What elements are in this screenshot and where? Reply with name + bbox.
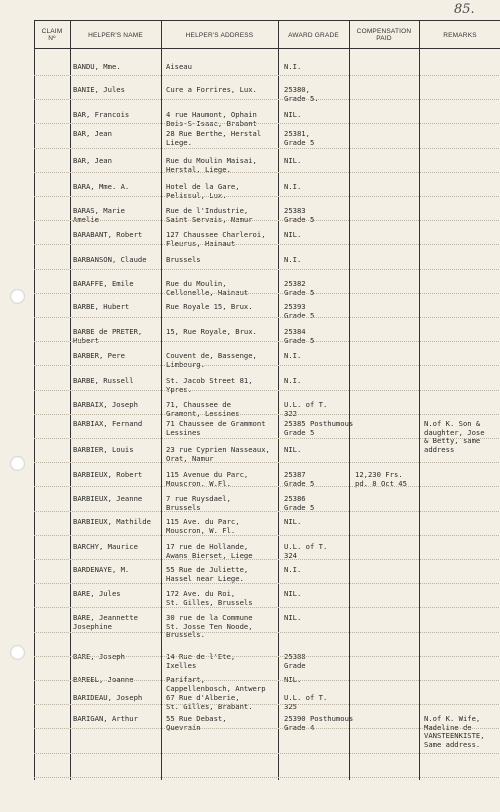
award-grade-text: Grade 5 <box>284 214 315 224</box>
ruled-line <box>34 777 500 778</box>
remarks-text: daughter, Jose <box>424 427 485 437</box>
helper-name-cell <box>73 653 161 662</box>
helper-address-cell <box>166 566 276 583</box>
ruled-line <box>34 317 500 318</box>
helper-address-text: Quevrain <box>166 722 201 732</box>
award-grade-text: N.I. <box>284 351 302 360</box>
helper-address-text: 55 Rue Debast, <box>166 714 227 723</box>
helper-name-text: Josephine <box>73 621 112 631</box>
helper-name-cell <box>73 566 161 575</box>
ruled-line <box>34 293 500 294</box>
helper-address-text: 127 Chaussee Charleroi, <box>166 230 266 239</box>
award-grade-text: Grade 5 <box>284 137 315 147</box>
ruled-line <box>34 656 500 657</box>
ruled-line <box>34 148 500 149</box>
award-grade-cell <box>284 614 347 623</box>
award-grade-text: Grade 5 <box>284 478 315 488</box>
helper-name-cell <box>73 614 161 631</box>
helper-address-text: 71, Chaussee de <box>166 400 231 409</box>
column-divider <box>349 20 350 780</box>
helper-name-cell <box>73 495 161 504</box>
ruled-line <box>34 486 500 487</box>
punch-hole <box>10 645 25 660</box>
award-grade-text: NIL. <box>284 156 302 165</box>
helper-name-cell <box>73 543 161 552</box>
award-grade-text: NIL. <box>284 589 302 598</box>
helper-name-text: BANDU, Mme. <box>73 62 121 71</box>
helper-address-text: 17 rue de Hollande, <box>166 542 249 551</box>
helper-name-cell <box>73 256 161 265</box>
award-grade-text: 25384 <box>284 327 306 336</box>
ruled-line <box>34 607 500 608</box>
helper-address-cell <box>166 183 276 200</box>
helper-name-cell <box>73 63 161 72</box>
helper-address-text: Herstal, Liege. <box>166 164 231 174</box>
punch-hole <box>10 456 25 471</box>
compensation-paid-text: pd. 8 Oct 45 <box>355 478 407 488</box>
helper-address-text: Mouscron, W.Fl. <box>166 478 231 488</box>
helper-address-text: 30 rue de la Commune <box>166 613 253 622</box>
helper-address-text: 4 rue Haumont, Ophain <box>166 110 257 119</box>
helper-address-text: Brussels. <box>166 630 205 640</box>
punch-hole <box>10 289 25 304</box>
ruled-line <box>34 172 500 173</box>
helper-address-cell <box>166 303 276 312</box>
helper-name-cell <box>73 352 161 361</box>
award-grade-cell <box>284 328 347 345</box>
helper-address-text: 15, Rue Royale, Brux. <box>166 327 257 336</box>
award-grade-text: NIL. <box>284 230 302 239</box>
helper-address-cell <box>166 63 276 72</box>
helper-address-cell <box>166 614 276 640</box>
helper-address-cell <box>166 280 276 297</box>
header-helper-address: HELPER'S ADDRESS <box>185 31 254 39</box>
award-grade-cell <box>284 446 347 455</box>
helper-address-text: Rue du Moulin, <box>166 279 227 288</box>
remarks-text: VANSTEENKISTE, <box>424 731 485 741</box>
column-divider <box>70 20 71 780</box>
award-grade-text: NIL. <box>284 613 302 622</box>
ruled-line <box>34 728 500 729</box>
helper-name-text: Hubert <box>73 335 99 345</box>
helper-name-cell <box>73 183 161 192</box>
header-compensation-paid: COMPENSATION PAID <box>356 28 412 42</box>
award-grade-text: U.L. of T. <box>284 693 328 702</box>
column-divider <box>278 20 279 780</box>
helper-name-text: BARBIAX, Fernand <box>73 419 143 428</box>
helper-name-cell <box>73 446 161 455</box>
helper-address-cell <box>166 420 276 437</box>
award-grade-text: N.I. <box>284 565 302 574</box>
award-grade-text: NIL. <box>284 445 302 454</box>
helper-address-text: Awans Bierset, Liege <box>166 550 253 560</box>
ruled-line <box>34 390 500 391</box>
award-grade-text: NIL. <box>284 517 302 526</box>
award-grade-text: Grade 4 <box>284 722 315 732</box>
helper-name-cell <box>73 377 161 386</box>
helper-address-text: Hotel de la Gare, <box>166 182 240 191</box>
helper-name-text: BARBIEUX, Robert <box>73 470 143 479</box>
helper-name-text: BARBANSON, Claude <box>73 255 147 264</box>
helper-address-text: Couvent de, Bassenge, <box>166 351 257 360</box>
award-grade-cell <box>284 86 347 103</box>
helper-address-text: Cure a Forrires, Lux. <box>166 85 257 94</box>
helper-name-text: BAR, Jean <box>73 156 112 165</box>
ruled-line <box>34 220 500 221</box>
helper-address-text: Gramont, Lessines <box>166 408 240 418</box>
helper-address-text: Saint Servais, Namur <box>166 214 253 224</box>
helper-name-cell <box>73 111 161 120</box>
award-grade-cell <box>284 280 347 297</box>
helper-address-cell <box>166 715 276 732</box>
award-grade-text: NIL. <box>284 110 302 119</box>
helper-address-text: 115 Avenue du Parc, <box>166 470 249 479</box>
award-grade-text: Grade 5 <box>284 335 315 345</box>
header-award-grade: AWARD GRADE <box>288 31 339 39</box>
helper-address-text: Lessines <box>166 427 201 437</box>
helper-address-cell <box>166 86 276 95</box>
helper-address-cell <box>166 328 276 337</box>
helper-name-cell <box>73 518 161 527</box>
award-grade-text: 25393 <box>284 302 306 311</box>
helper-name-cell <box>73 401 161 410</box>
helper-name-cell <box>73 694 161 703</box>
ruled-line <box>34 511 500 512</box>
helper-address-text: Hassel near Liege. <box>166 573 244 583</box>
helper-name-cell <box>73 715 161 724</box>
ruled-line <box>34 583 500 584</box>
ruled-line <box>34 99 500 100</box>
helper-name-cell <box>73 590 161 599</box>
ruled-line <box>34 75 500 76</box>
ruled-line <box>34 269 500 270</box>
page-number: 85. <box>454 2 475 17</box>
helper-name-text: BARIDEAU, Joseph <box>73 693 143 702</box>
award-grade-text: 25382 <box>284 279 306 288</box>
award-grade-text: 325 <box>284 701 297 711</box>
helper-address-text: 55 Rue de Juliette, <box>166 565 249 574</box>
helper-name-cell <box>73 303 161 312</box>
helper-address-text: Liege. <box>166 137 192 147</box>
award-grade-text: N.I. <box>284 182 302 191</box>
helper-address-text: 7 rue Ruysdael, <box>166 494 231 503</box>
helper-address-text: Cappellenbosch, Antwerp <box>166 683 266 693</box>
award-grade-text: Grade 5 <box>284 310 315 320</box>
helper-address-text: Parifart, <box>166 675 205 684</box>
award-grade-text: Grade 5. <box>284 93 319 103</box>
award-grade-cell <box>284 495 347 512</box>
helper-name-cell <box>73 231 161 240</box>
award-grade-cell <box>284 566 347 575</box>
helper-address-text: Cellonelle, Hainaut <box>166 287 249 297</box>
helper-address-cell <box>166 231 276 248</box>
award-grade-text: 25380, <box>284 85 310 94</box>
helper-name-text: BAR, Francois <box>73 110 130 119</box>
helper-address-text: St. Jacob Street 81, <box>166 376 253 385</box>
header-bottom-border <box>34 48 500 49</box>
helper-name-cell <box>73 130 161 139</box>
helper-address-text: Rue du Moulin Maisai, <box>166 156 257 165</box>
helper-name-text: BARBE de PRETER, <box>73 327 143 336</box>
helper-name-text: BARA, Mme. A. <box>73 182 130 191</box>
helper-name-cell <box>73 420 161 429</box>
ruled-line <box>34 341 500 342</box>
award-grade-text: Grade <box>284 660 306 670</box>
remarks-text: address <box>424 444 455 454</box>
helper-name-text: BARBIEUX, Mathilde <box>73 517 151 526</box>
helper-address-text: Rue de l'Industrie, <box>166 206 249 215</box>
helper-address-text: St. Gilles, Brussels <box>166 597 253 607</box>
award-grade-text: 25390 Posthumous <box>284 714 354 723</box>
ruled-line <box>34 559 500 560</box>
helper-name-text: BARAS, Marie <box>73 206 125 215</box>
helper-name-text: BARIGAN, Arthur <box>73 714 138 723</box>
helper-name-text: BANIE, Jules <box>73 85 125 94</box>
award-grade-text: 25383 <box>284 206 306 215</box>
helper-address-text: Rue Royale 15, Brux. <box>166 302 253 311</box>
ruled-line <box>34 244 500 245</box>
helper-name-text: BARBIEUX, Jeanne <box>73 494 143 503</box>
helper-address-cell <box>166 130 276 147</box>
helper-name-text: BAREEL, Joanne <box>73 675 134 684</box>
helper-name-text: BARBE, Russell <box>73 376 134 385</box>
helper-address-cell <box>166 111 276 128</box>
award-grade-cell <box>284 714 354 732</box>
helper-address-text: 23 rue Cyprien Nasseaux, <box>166 445 270 454</box>
header-remarks: REMARKS <box>443 31 477 39</box>
remarks-text: Same address. <box>424 739 481 749</box>
column-divider <box>34 20 35 780</box>
award-grade-text: Grade 5 <box>284 427 315 437</box>
award-grade-cell <box>284 590 347 599</box>
award-grade-cell <box>284 543 347 560</box>
helper-address-text: Limbourg. <box>166 359 205 369</box>
helper-name-text: Amelie <box>73 214 99 224</box>
helper-address-text: Fleurus, Hainaut <box>166 238 236 248</box>
helper-name-cell <box>73 157 161 166</box>
helper-name-text: BARDENAYE, M. <box>73 565 130 574</box>
ruled-line <box>34 535 500 536</box>
helper-address-text: 71 Chaussee de Grammont <box>166 419 266 428</box>
remarks-text: Madeline de <box>424 722 472 732</box>
award-grade-cell <box>284 130 347 147</box>
award-grade-cell <box>284 111 347 120</box>
ruled-line <box>34 632 500 633</box>
award-grade-text: Grade 5 <box>284 502 315 512</box>
helper-address-text: Mouscron, W. Fl. <box>166 525 236 535</box>
helper-name-cell <box>73 471 161 480</box>
helper-name-text: BARBE, Hubert <box>73 302 130 311</box>
award-grade-cell <box>284 157 347 166</box>
header-claim: CLAIM Nº <box>41 28 63 42</box>
helper-address-cell <box>166 590 276 607</box>
helper-address-cell <box>166 207 276 224</box>
award-grade-text: 25388 <box>284 652 306 661</box>
helper-address-cell <box>166 377 276 394</box>
helper-address-text: 115 Ave. du Parc, <box>166 517 240 526</box>
award-grade-text: 25385 Posthumous <box>284 419 354 428</box>
helper-name-cell <box>73 328 161 345</box>
helper-address-text: Aiseau <box>166 62 192 71</box>
award-grade-text: Grade 5 <box>284 287 315 297</box>
ruled-line <box>34 196 500 197</box>
helper-address-text: 172 Ave. du Roi, <box>166 589 236 598</box>
ruled-line <box>34 438 500 439</box>
ruled-line <box>34 680 500 681</box>
ruled-line <box>34 414 500 415</box>
helper-address-text: 14 Rue de l'Ete, <box>166 652 236 661</box>
helper-address-text: Orat, Namur <box>166 453 214 463</box>
helper-name-text: BARE, Jules <box>73 589 121 598</box>
helper-address-cell <box>166 676 276 693</box>
award-grade-cell <box>284 352 347 361</box>
helper-name-text: BAR, Jean <box>73 129 112 138</box>
helper-address-text: Pelissul, Lux. <box>166 190 227 200</box>
helper-address-text: Brussels <box>166 255 201 264</box>
table-top-border <box>34 20 500 21</box>
award-grade-cell <box>284 63 347 72</box>
ruled-line <box>34 123 500 124</box>
helper-name-text: BARBER, Pere <box>73 351 125 360</box>
remarks-text: N.of K. Wife, <box>424 714 481 723</box>
award-grade-cell <box>284 207 347 224</box>
award-grade-cell <box>284 419 354 437</box>
helper-address-cell <box>166 543 276 560</box>
award-grade-cell <box>284 694 347 711</box>
helper-address-text: 67 Rue d'Alberie, <box>166 693 240 702</box>
column-divider <box>161 20 162 780</box>
award-grade-text: U.L. of T. <box>284 542 328 551</box>
award-grade-cell <box>284 377 347 386</box>
helper-name-text: BARE, Joseph <box>73 652 125 661</box>
award-grade-text: N.I. <box>284 255 302 264</box>
award-grade-text: 324 <box>284 550 297 560</box>
remarks-text: & Betty, same <box>424 436 481 446</box>
award-grade-cell <box>284 401 347 418</box>
helper-address-cell <box>166 446 276 463</box>
helper-address-text: Ypres. <box>166 384 192 394</box>
helper-address-text: Ixelles <box>166 660 197 670</box>
remarks-text: N.of K. Son & <box>424 419 481 428</box>
award-grade-cell <box>284 518 347 527</box>
award-grade-text: 25381, <box>284 129 310 138</box>
helper-address-text: St. Gilles, Brabant. <box>166 701 253 711</box>
ruled-line <box>34 753 500 754</box>
helper-address-cell <box>166 401 276 418</box>
helper-name-cell <box>73 207 161 224</box>
helper-name-cell <box>73 86 161 95</box>
award-grade-text: 25387 <box>284 470 306 479</box>
helper-name-text: BARBIER, Louis <box>73 445 134 454</box>
helper-address-text: 28 Rue Berthe, Herstal <box>166 129 262 138</box>
helper-address-cell <box>166 352 276 369</box>
helper-name-text: BARABANT, Robert <box>73 230 143 239</box>
helper-name-text: BARCHY, Maurice <box>73 542 138 551</box>
ruled-line <box>34 462 500 463</box>
award-grade-text: 322 <box>284 408 297 418</box>
ruled-line <box>34 704 500 705</box>
helper-name-text: BARBAIX, Joseph <box>73 400 138 409</box>
compensation-paid-text: 12,230 Frs. <box>355 470 403 479</box>
helper-address-cell <box>166 256 276 265</box>
helper-address-text: St. Josse Ten Noode, <box>166 621 253 631</box>
remarks-cell <box>424 715 500 749</box>
award-grade-text: NIL. <box>284 675 302 684</box>
helper-address-text: Bois-S-Isaac, Brabant <box>166 118 257 128</box>
helper-address-cell <box>166 518 276 535</box>
award-grade-cell <box>284 256 347 265</box>
helper-name-text: BARAFFE, Emile <box>73 279 134 288</box>
helper-address-cell <box>166 495 276 512</box>
helper-address-text: Brussels <box>166 502 201 512</box>
header-helper-name: HELPER'S NAME <box>88 31 143 39</box>
helper-name-text: BARE, Jeannette <box>73 613 138 622</box>
award-grade-text: 25386 <box>284 494 306 503</box>
column-divider <box>419 20 420 780</box>
award-grade-text: N.I. <box>284 62 302 71</box>
award-grade-cell <box>284 183 347 192</box>
award-grade-text: U.L. of T. <box>284 400 328 409</box>
helper-address-cell <box>166 694 276 711</box>
helper-name-cell <box>73 280 161 289</box>
ruled-line <box>34 365 500 366</box>
award-grade-text: N.I. <box>284 376 302 385</box>
award-grade-cell <box>284 231 347 240</box>
